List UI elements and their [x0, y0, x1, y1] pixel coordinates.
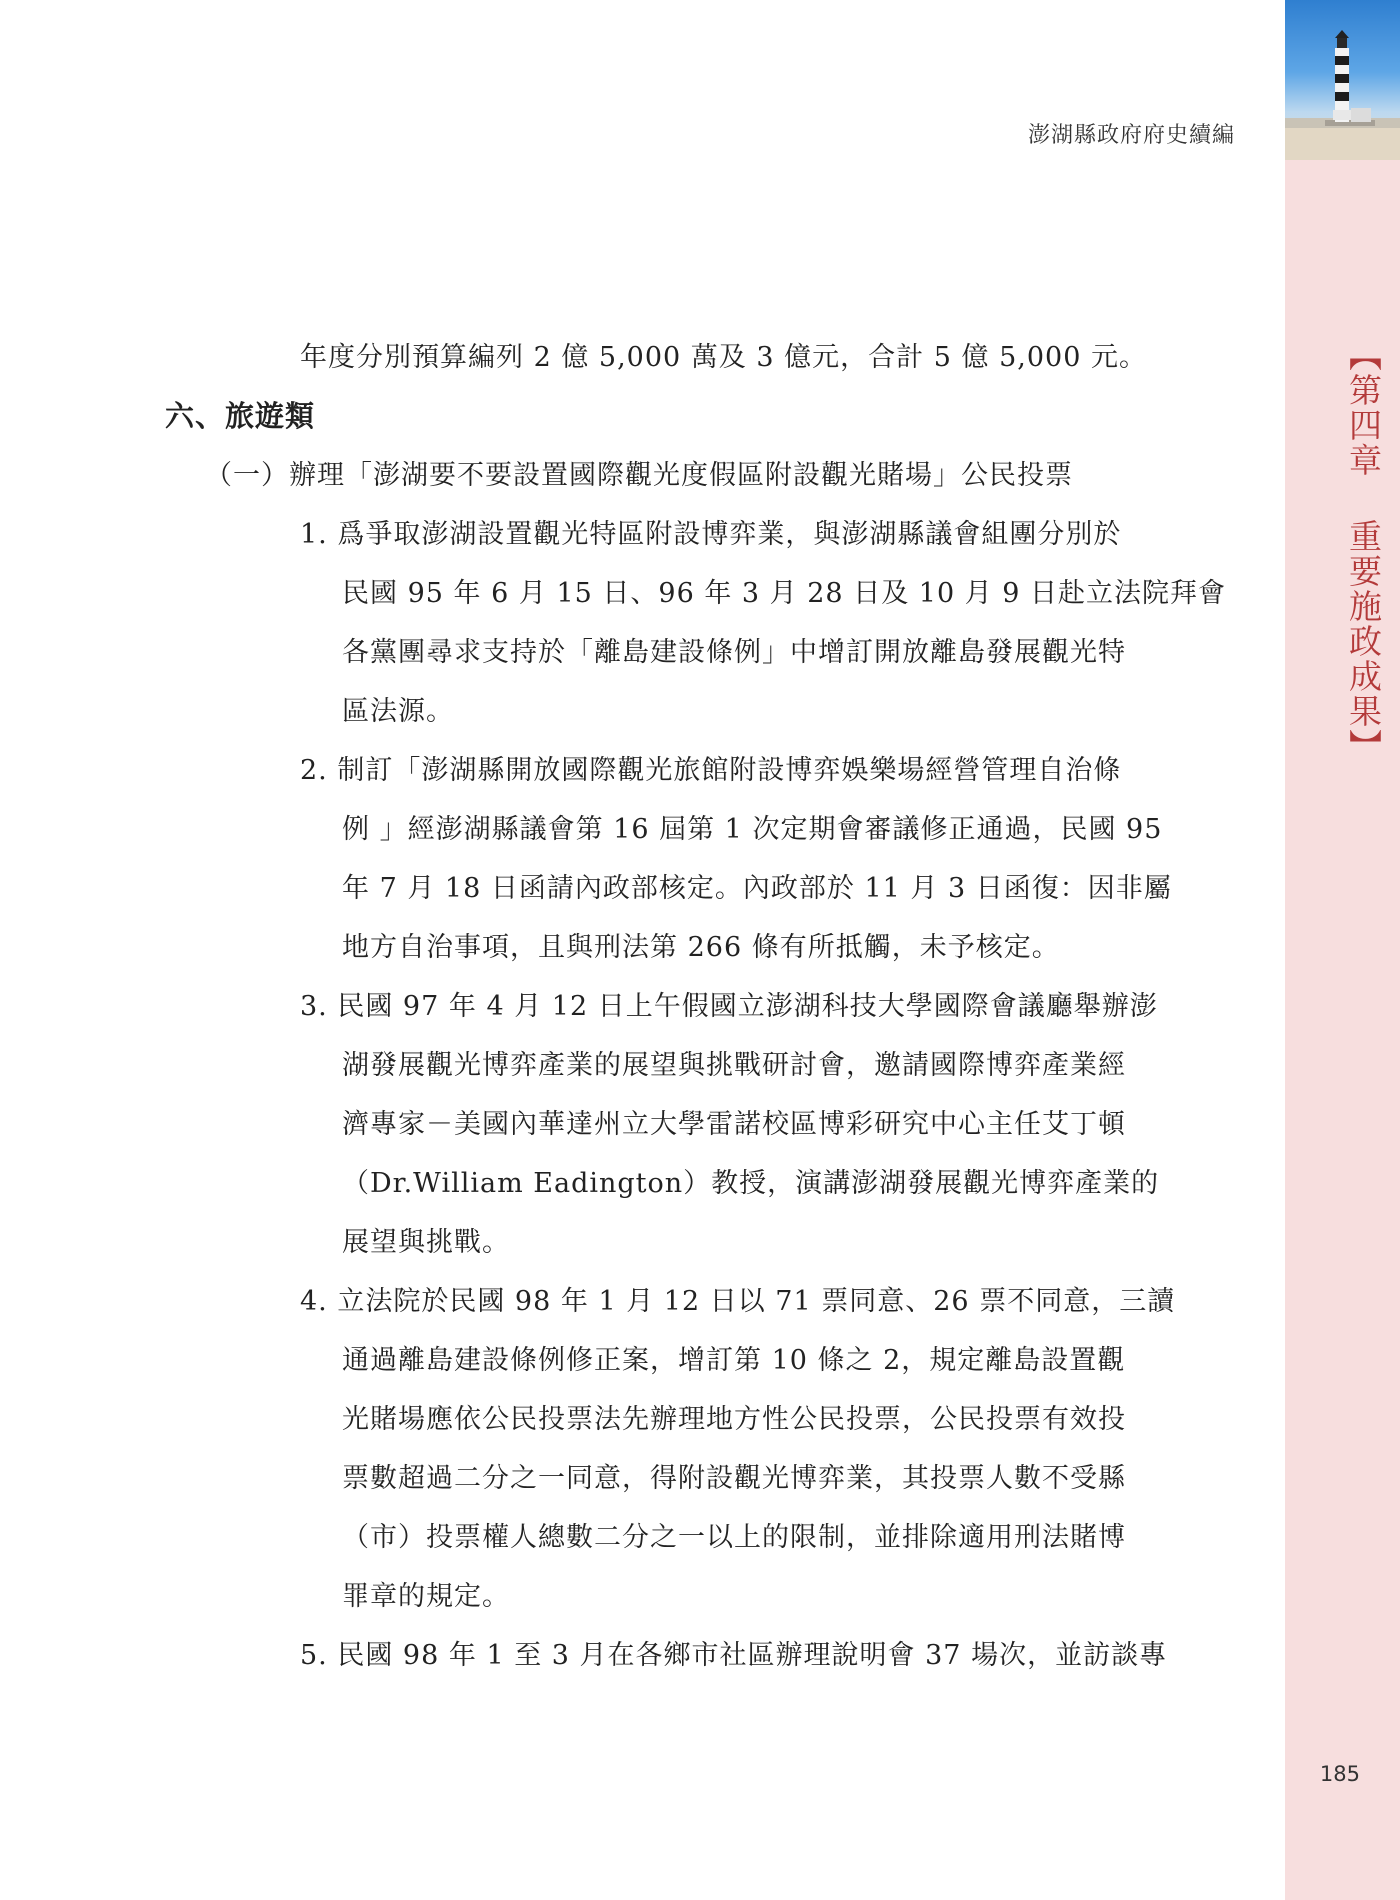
list-item-1: 1. 爲爭取澎湖設置觀光特區附設博弈業，與澎湖縣議會組團分別於: [300, 519, 1122, 550]
book-title: 澎湖縣政府府史續編: [1027, 123, 1235, 148]
text-line: （Dr.William Eadington）教授，演講澎湖發展觀光博弈產業的: [342, 1168, 1160, 1199]
subsection-heading: （一）辦理「澎湖要不要設置國際觀光度假區附設觀光賭場」公民投票: [205, 460, 1073, 491]
text-line: （市）投票權人總數二分之一以上的限制，並排除適用刑法賭博: [342, 1522, 1126, 1553]
text-line: 票數超過二分之一同意，得附設觀光博弈業，其投票人數不受縣: [342, 1463, 1126, 1494]
text-line: 地方自治事項，且與刑法第 266 條有所抵觸，未予核定。: [342, 932, 1060, 963]
text-line: 年度分別預算編列 2 億 5,000 萬及 3 億元，合計 5 億 5,000 元。: [300, 342, 1147, 373]
text-line: 各黨團尋求支持於「離島建設條例」中增訂開放離島發展觀光特: [342, 637, 1126, 668]
list-item-5: 5. 民國 98 年 1 至 3 月在各鄉市社區辦理說明會 37 場次，並訪談專: [300, 1640, 1168, 1671]
text-line: 湖發展觀光博弈產業的展望與挑戰研討會，邀請國際博弈產業經: [342, 1050, 1126, 1081]
text-line: 民國 95 年 6 月 15 日、96 年 3 月 28 日及 10 月 9 日赴立法院拜會: [342, 578, 1227, 609]
side-strip: [1285, 0, 1400, 1900]
text-line: 例 」經澎湖縣議會第 16 屆第 1 次定期會審議修正通過，民國 95: [342, 814, 1163, 845]
text-line: 罪章的規定。: [342, 1581, 510, 1612]
text-line: 區法源。: [342, 696, 454, 727]
text-line: 通過離島建設條例修正案，增訂第 10 條之 2，規定離島設置觀: [342, 1345, 1126, 1376]
text-line: 展望與挑戰。: [342, 1227, 510, 1258]
text-line: 光賭場應依公民投票法先辦理地方性公民投票，公民投票有效投: [342, 1404, 1126, 1435]
chapter-tab: 【第四章 重要施政成果】: [1344, 338, 1383, 764]
page-number: 185: [1319, 1762, 1360, 1786]
list-item-2: 2. 制訂「澎湖縣開放國際觀光旅館附設博弈娛樂場經營管理自治條: [300, 755, 1122, 786]
section-heading: 六、旅遊類: [165, 399, 316, 433]
list-item-4: 4. 立法院於民國 98 年 1 月 12 日以 71 票同意、26 票不同意，三讀: [300, 1286, 1176, 1317]
list-item-3: 3. 民國 97 年 4 月 12 日上午假國立澎湖科技大學國際會議廳舉辦澎: [300, 991, 1158, 1022]
text-line: 年 7 月 18 日函請內政部核定。內政部於 11 月 3 日函復：因非屬: [342, 873, 1172, 904]
lighthouse-photo: [1285, 0, 1400, 160]
text-line: 濟專家－美國內華達州立大學雷諾校區博彩研究中心主任艾丁頓: [342, 1109, 1126, 1140]
